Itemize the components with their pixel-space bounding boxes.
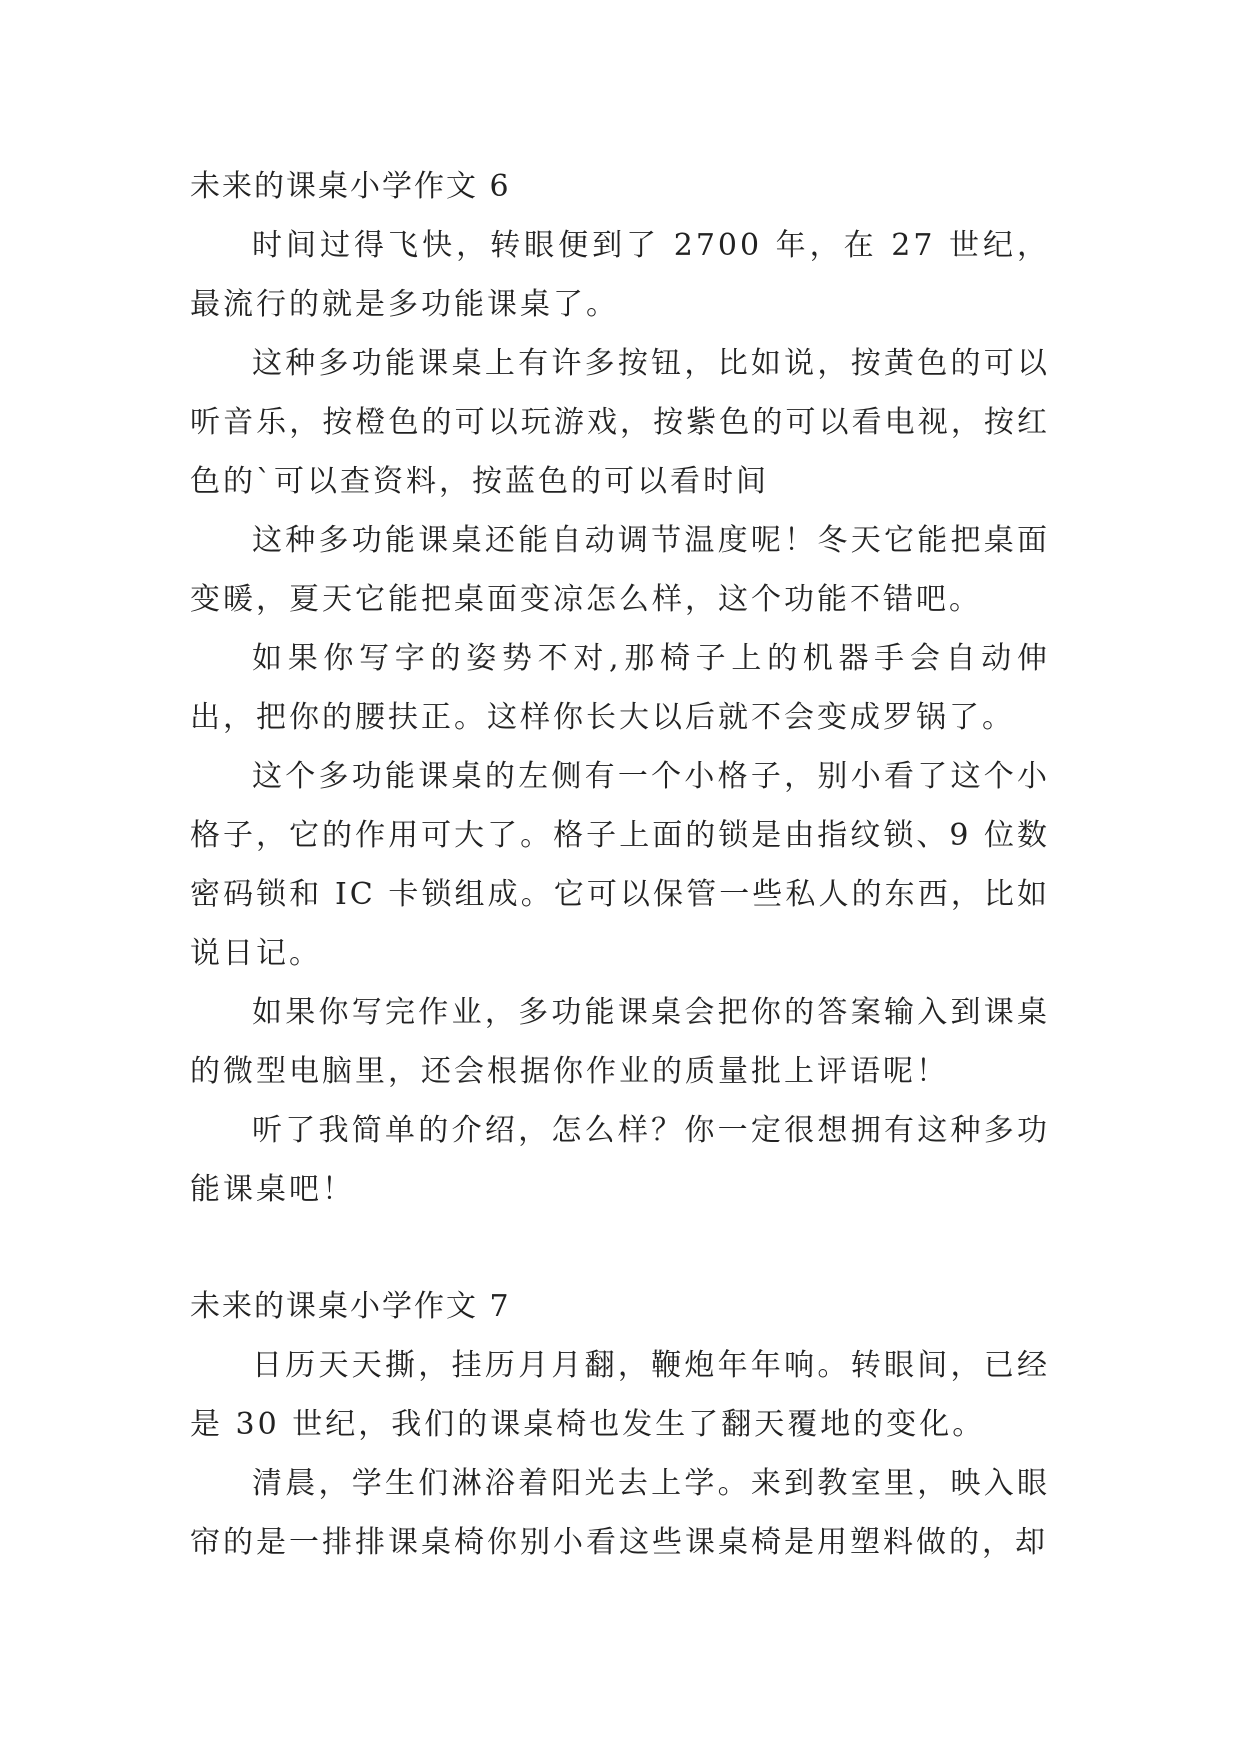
paragraph: 时间过得飞快，转眼便到了 2700 年，在 27 世纪，最流行的就是多功能课桌了。 [190, 228, 1050, 322]
section-title: 未来的课桌小学作文 7 [190, 1289, 511, 1324]
paragraph: 如果你写完作业，多功能课桌会把你的答案输入到课桌的微型电脑里，还会根据你作业的质量批上评语呢！ [190, 995, 1050, 1089]
paragraph: 这种多功能课桌上有许多按钮，比如说，按黄色的可以听音乐，按橙色的可以玩游戏，按紫色的可以看电视，按红色的`可以查资料，按蓝色的可以看时间 [190, 346, 1050, 499]
paragraph: 听了我简单的介绍，怎么样？你一定很想拥有这种多功能课桌吧！ [190, 1113, 1050, 1207]
essay-section-7 [190, 1278, 1050, 1572]
section-title: 未来的课桌小学作文 6 [190, 169, 511, 204]
paragraph: 清晨，学生们淋浴着阳光去上学。来到教室里，映入眼帘的是一排排课桌椅你别小看这些课桌椅是用塑料做的，却 [190, 1466, 1050, 1560]
essay-section-6 [190, 158, 1050, 1219]
paragraph: 这种多功能课桌还能自动调节温度呢！冬天它能把桌面变暖，夏天它能把桌面变凉怎么样，这个功能不错吧。 [190, 523, 1050, 617]
paragraph: 这个多功能课桌的左侧有一个小格子，别小看了这个小格子，它的作用可大了。格子上面的锁是由指纹锁、9 位数密码锁和 IC 卡锁组成。它可以保管一些私人的东西，比如说日记。 [190, 759, 1050, 971]
paragraph: 日历天天撕，挂历月月翻，鞭炮年年响。转眼间，已经是 30 世纪，我们的课桌椅也发生了翻天覆地的变化。 [190, 1348, 1050, 1442]
section-spacer [190, 1219, 1050, 1278]
document-page [190, 158, 1050, 1572]
paragraph: 如果你写字的姿势不对,那椅子上的机器手会自动伸出，把你的腰扶正。这样你长大以后就不会变成罗锅了。 [190, 641, 1050, 735]
